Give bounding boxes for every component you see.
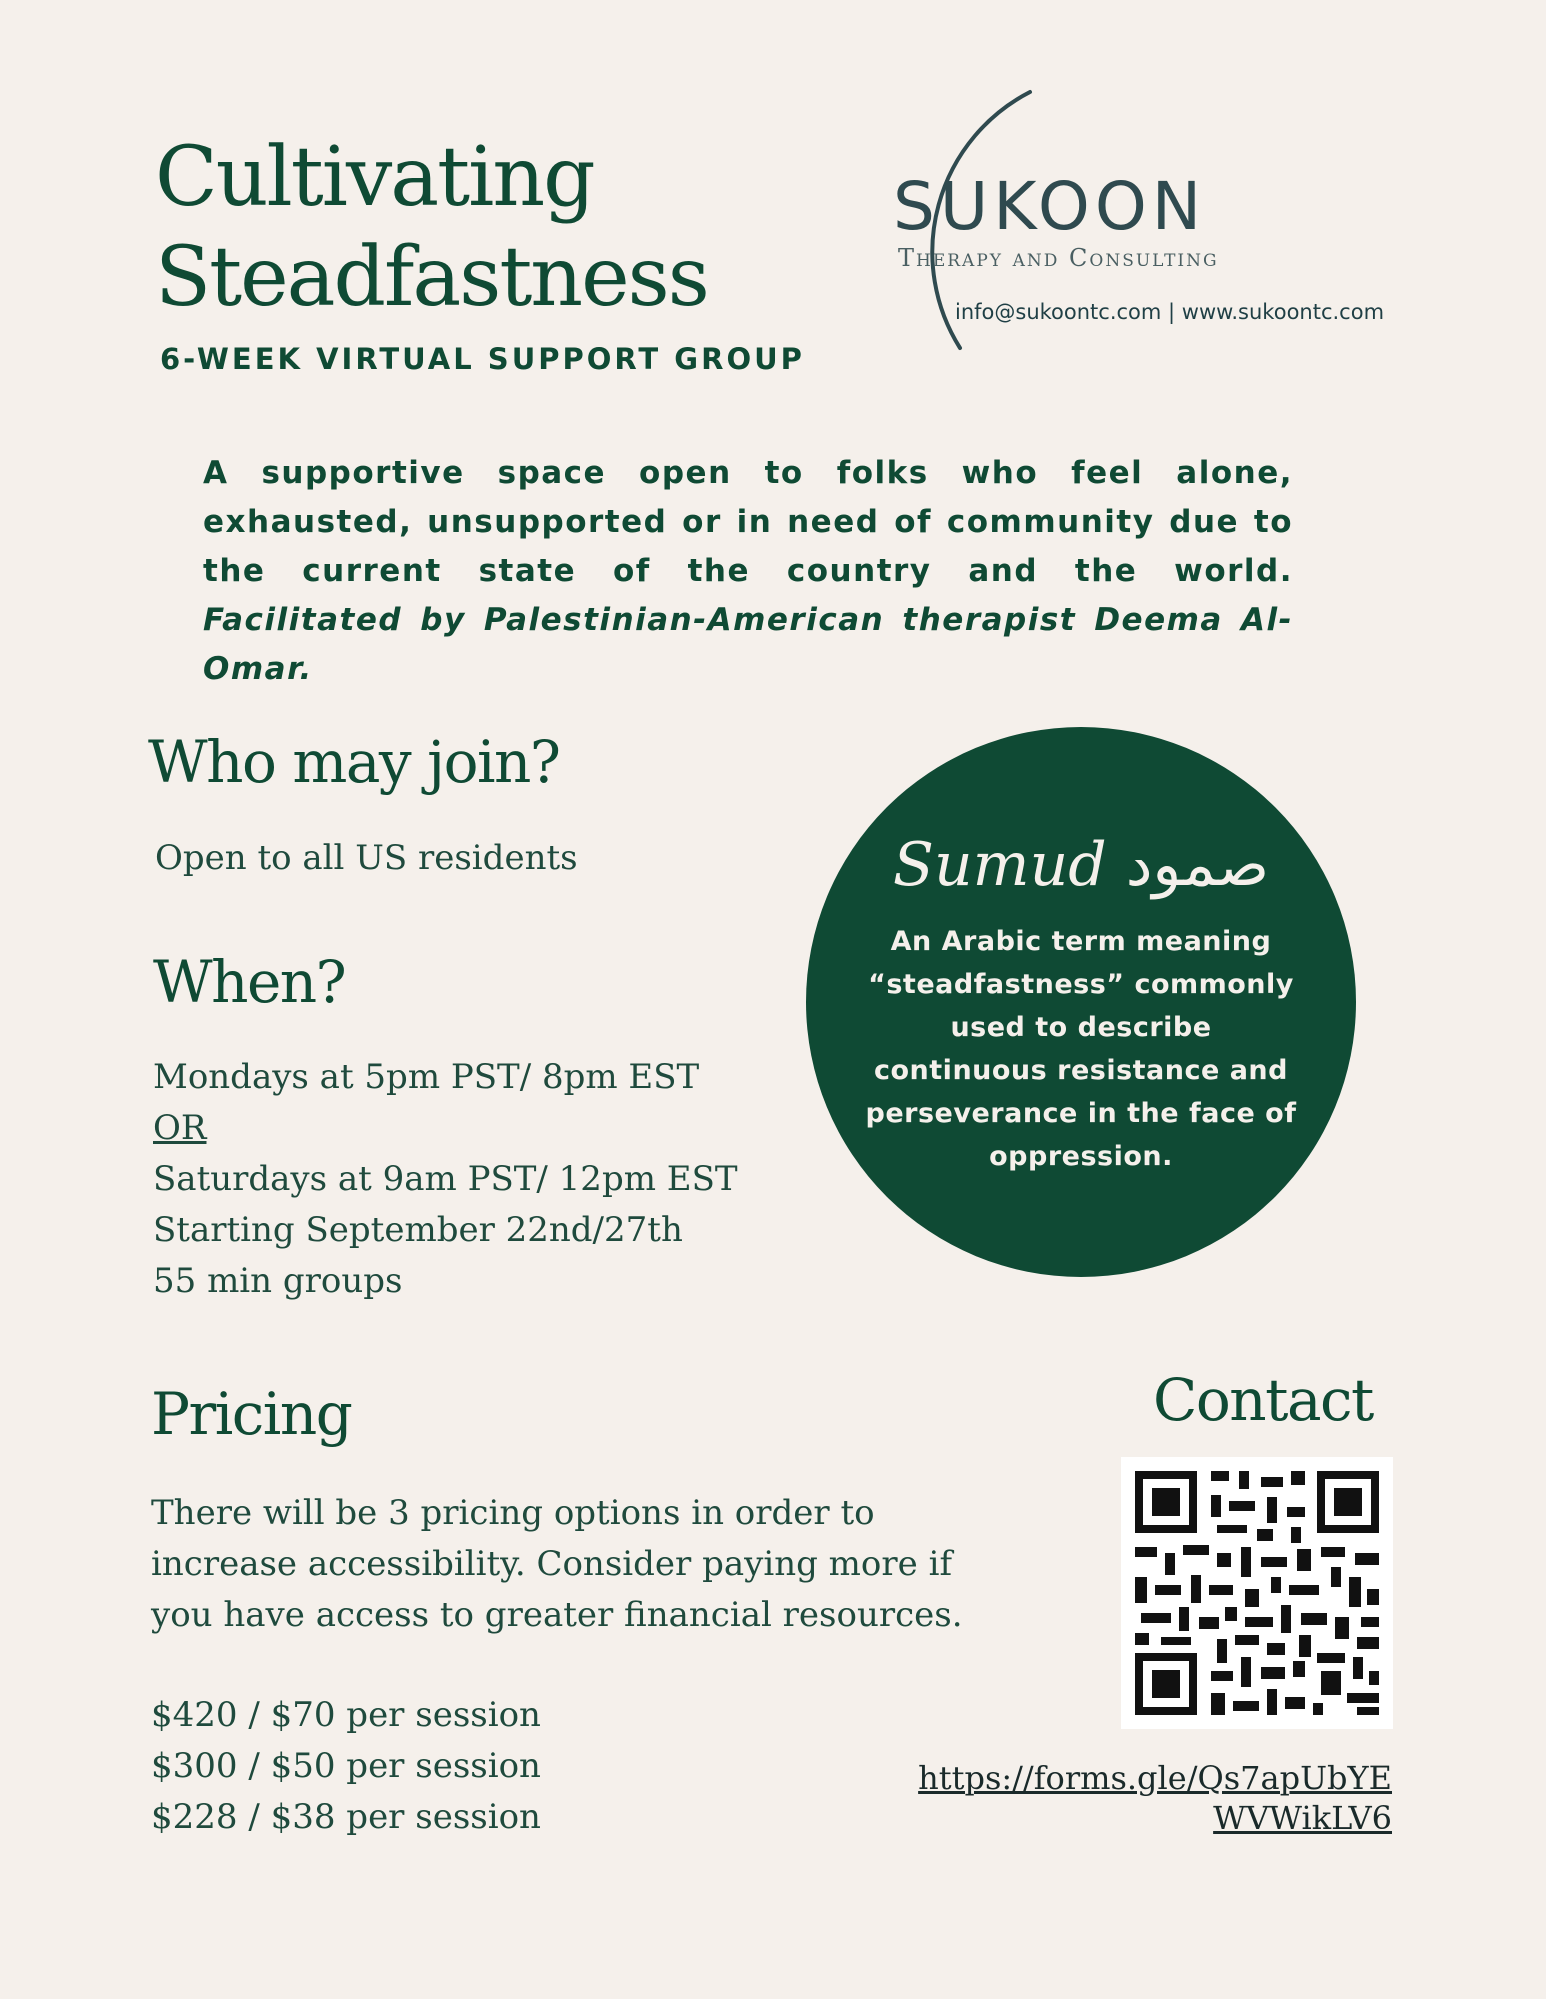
intro-text: A supportive space open to folks who feel alone, exhausted, unsupported or in need of community due to the current state of the country and the world. [203,455,1293,589]
sumud-title-arabic: صمود [1125,830,1270,900]
qr-code[interactable] [1121,1457,1393,1729]
who-heading: Who may join? [148,728,560,796]
logo-name: SUKOON [893,168,1207,245]
when-or: OR [153,1108,207,1148]
pricing-heading: Pricing [151,1380,352,1448]
pricing-option: $228 / $38 per session [151,1797,541,1837]
sumud-title [806,830,1356,900]
contact-heading: Contact [1153,1366,1373,1434]
when-line-2: Saturdays at 9am PST/ 12pm EST [153,1159,738,1199]
when-details [153,1052,738,1307]
intro-paragraph [203,449,1293,694]
contact-form-link[interactable]: https://forms.gle/Qs7apUbYEWVWikLV6 [918,1759,1392,1837]
facilitator-text: Facilitated by Palestinian-American therapist Deema Al-Omar. [203,602,1293,687]
title-line-1: Cultivating [155,130,594,225]
qr-code-icon [1121,1457,1393,1729]
sumud-title-latin: Sumud [892,830,1107,900]
when-heading: When? [153,948,346,1016]
logo-contact[interactable]: info@sukoontc.com | www.sukoontc.com [955,300,1385,324]
when-line-3: Starting September 22nd/27th [153,1210,683,1250]
when-line-1: Mondays at 5pm PST/ 8pm EST [153,1057,700,1097]
sumud-definition: An Arabic term meaning “steadfastness” commonly used to describe continuous resistance and perseverance in the face of oppression. [865,926,1297,1172]
who-text: Open to all US residents [155,838,578,878]
pricing-option: $300 / $50 per session [151,1746,541,1786]
title-line-2: Steadfastness [155,230,708,325]
when-line-4: 55 min groups [153,1261,403,1301]
pricing-text: There will be 3 pricing options in order to increase accessibility. Consider paying more if you have access to greater financial resources. [151,1493,963,1635]
pricing-option: $420 / $70 per session [151,1695,541,1735]
pricing-options [151,1690,541,1843]
subtitle: 6-WEEK VIRTUAL SUPPORT GROUP [160,342,805,376]
page-title [155,128,775,328]
logo-tagline: Therapy and Consulting [898,244,1219,272]
